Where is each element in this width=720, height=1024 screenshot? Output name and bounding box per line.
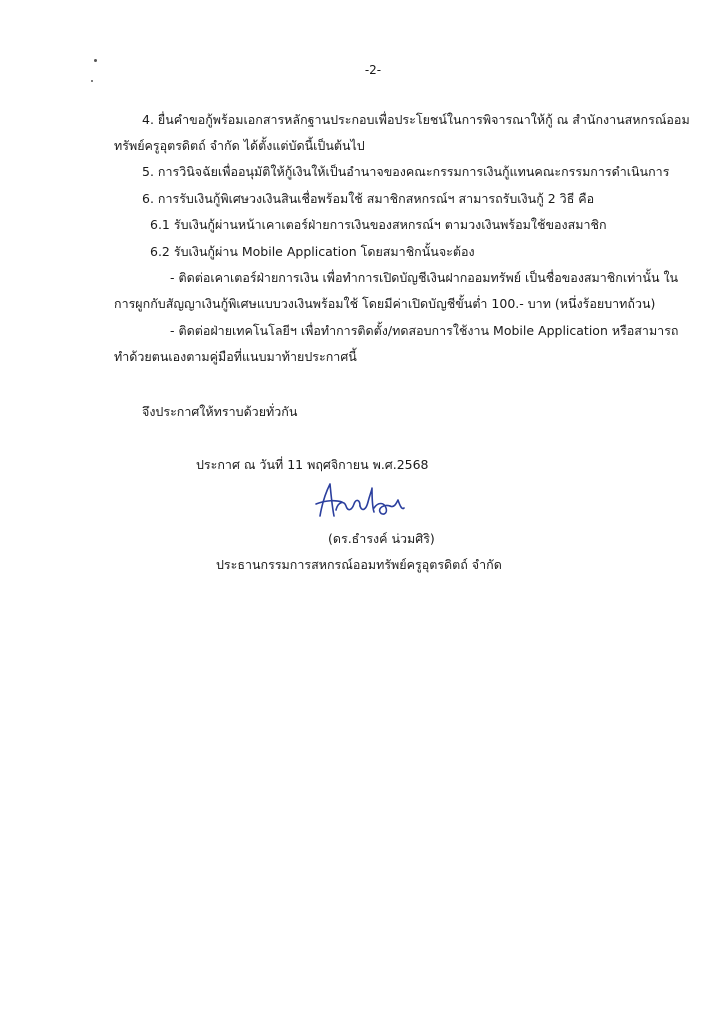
item-5: 5. การวินิจฉัยเพื่ออนุมัติให้กู้เงินให้เป็นอำนาจของคณะกรรมการเงินกู้แทนคณะกรรมการดำเนินการ <box>142 164 670 179</box>
closing-statement: จึงประกาศให้ทราบด้วยทั่วกัน <box>142 404 298 419</box>
item-4-line-1: 4. ยื่นคำขอกู้พร้อมเอกสารหลักฐานประกอบเพื่อประโยชน์ในการพิจารณาให้กู้ ณ สำนักงานสหกรณ์ออม <box>142 112 690 127</box>
item-6-2: 6.2 รับเงินกู้ผ่าน Mobile Application โดยสมาชิกนั้นจะต้อง <box>150 244 475 259</box>
page-number: -2- <box>364 63 382 77</box>
bullet-2-line-1: - ติดต่อฝ่ายเทคโนโลยีฯ เพื่อทำการติดตั้ง/ทดสอบการใช้งาน Mobile Application หรือสามารถ <box>170 323 679 338</box>
bullet-1-line-1: - ติดต่อเคาเตอร์ฝ่ายการเงิน เพื่อทำการเปิดบัญชีเงินฝากออมทรัพย์ เป็นชื่อของสมาชิกเท่านั้น ใน <box>170 270 679 285</box>
announcement-date: ประกาศ ณ วันที่ 11 พฤศจิกายน พ.ศ.2568 <box>196 457 429 472</box>
item-6: 6. การรับเงินกู้พิเศษวงเงินสินเชื่อพร้อมใช้ สมาชิกสหกรณ์ฯ สามารถรับเงินกู้ 2 วิธี คือ <box>142 191 595 206</box>
signer-name: (ดร.ธำรงค์ น่วมศิริ) <box>328 531 435 546</box>
item-6-1: 6.1 รับเงินกู้ผ่านหน้าเคาเตอร์ฝ่ายการเงินของสหกรณ์ฯ ตามวงเงินพร้อมใช้ของสมาชิก <box>150 217 607 232</box>
bullet-1-line-2: การผูกกับสัญญาเงินกู้พิเศษแบบวงเงินพร้อมใช้ โดยมีค่าเปิดบัญชีขั้นต่ำ 100.- บาท (หนึ่งร้อยบาทถ้วน) <box>114 296 656 311</box>
bullet-2-line-2: ทำด้วยตนเองตามคู่มือที่แนบมาท้ายประกาศนี้ <box>114 349 357 364</box>
item-4-line-2: ทรัพย์ครูอุตรดิตถ์ จำกัด ได้ตั้งแต่บัดนี้เป็นต้นไป <box>114 138 365 153</box>
signer-title: ประธานกรรมการสหกรณ์ออมทรัพย์ครูอุตรดิตถ์ จำกัด <box>216 557 502 572</box>
signature-image <box>312 480 408 524</box>
scan-speck <box>91 80 93 82</box>
scan-speck <box>94 59 97 62</box>
